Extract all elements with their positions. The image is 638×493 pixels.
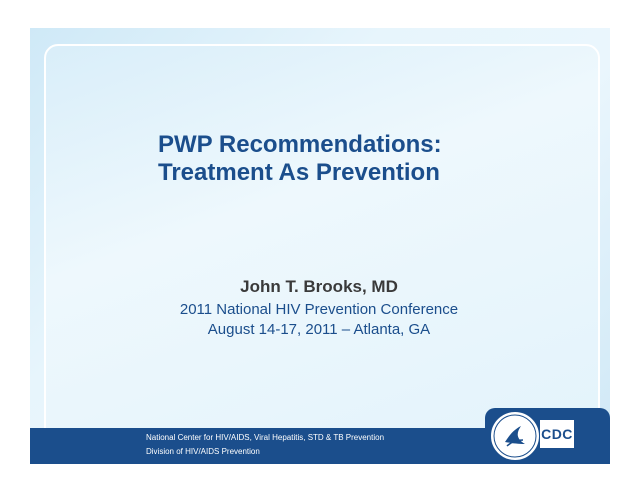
footer-region: [30, 28, 610, 464]
title-line-2: Treatment As Prevention: [158, 159, 440, 186]
footer-center-name: National Center for HIV/AIDS, Viral Hepatitis, STD & TB Prevention: [146, 433, 385, 442]
hhs-seal-icon: [489, 410, 541, 462]
cdc-logo: CDC: [540, 420, 574, 448]
footer-division-name: Division of HIV/AIDS Prevention: [146, 447, 260, 456]
conference-name: 2011 National HIV Prevention Conference: [179, 301, 459, 318]
presenter-name: John T. Brooks, MD: [240, 277, 398, 296]
conference-date-location: August 14-17, 2011 – Atlanta, GA: [207, 321, 431, 338]
hhs-seal-graphic: [491, 412, 539, 460]
title-line-1: PWP Recommendations:: [158, 131, 442, 158]
